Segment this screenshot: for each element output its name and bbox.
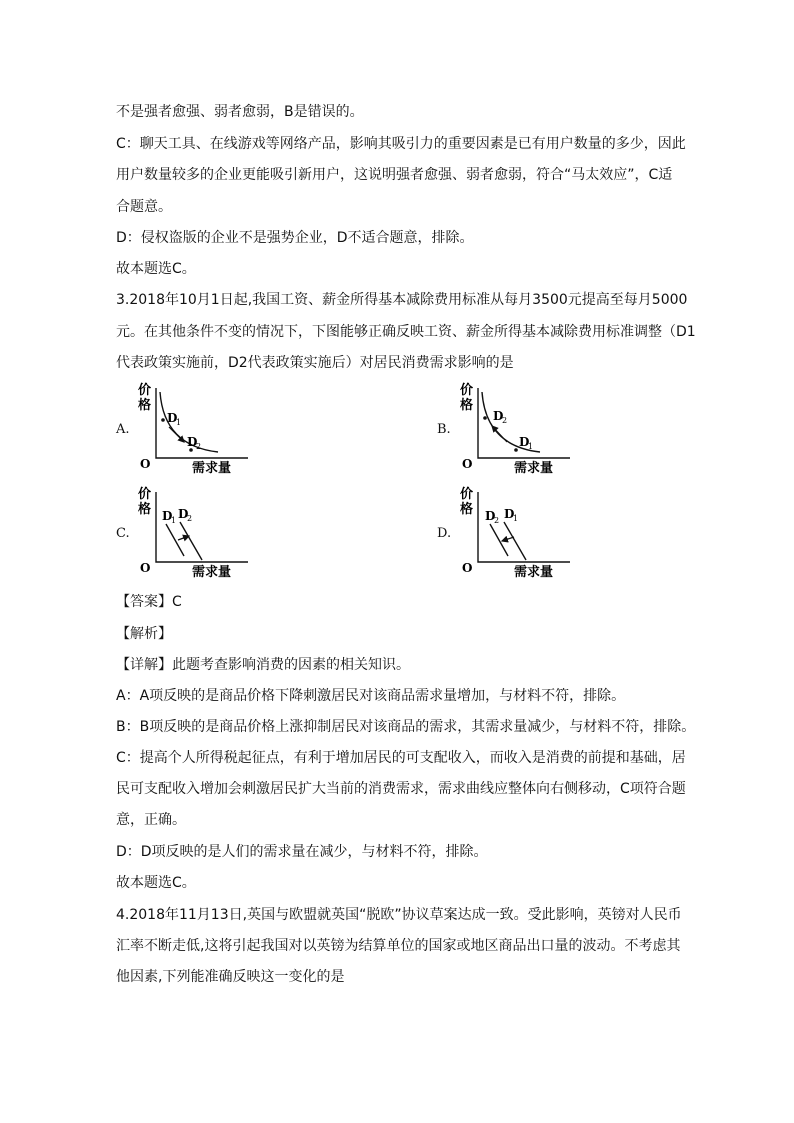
text-line: C：提高个人所得税起征点，有利于增加居民的可支配收入，而收入是消费的前提和基础，居	[116, 750, 686, 766]
shift-arrow	[492, 426, 507, 442]
text-line: 故本题选C。	[116, 261, 196, 277]
detail-line: 【详解】此题考查影响消费的因素的相关知识。	[116, 657, 410, 673]
y-axis-label: 格	[138, 398, 152, 413]
svg-text:1: 1	[176, 418, 182, 427]
answer-line: 【答案】C	[116, 594, 182, 610]
svg-text:1: 1	[171, 516, 177, 525]
svg-text:D: D	[167, 411, 178, 425]
svg-text:D: D	[519, 435, 530, 449]
svg-text:2: 2	[502, 416, 508, 425]
question-4-line: 4.2018年11月13日,英国与欧盟就英国“脱欧”协议草案达成一致。受此影响，英镑对人民币	[116, 907, 682, 923]
origin-label: O	[462, 561, 473, 575]
y-axis-label: 价	[460, 383, 474, 398]
text-line: C：聊天工具、在线游戏等网络产品，影响其吸引力的重要因素是已有用户数量的多少，因此	[116, 136, 686, 152]
svg-text:1: 1	[513, 514, 519, 523]
demand-line-d1	[166, 524, 184, 556]
svg-text:D: D	[493, 409, 504, 423]
text-line: B：B项反映的是商品价格上涨抑制居民对该商品的需求，其需求量减少，与材料不符，排除。	[116, 719, 696, 735]
svg-text:D: D	[485, 509, 496, 523]
svg-text:1: 1	[528, 442, 534, 451]
y-axis-label: 价	[138, 383, 152, 398]
svg-text:D: D	[187, 435, 198, 449]
y-axis-label: 格	[460, 502, 474, 517]
origin-label: O	[140, 561, 151, 575]
svg-text:2: 2	[494, 516, 500, 525]
option-d-label: D.	[437, 526, 452, 541]
text-line: A：A项反映的是商品价格下降刺激居民对该商品需求量增加，与材料不符，排除。	[116, 688, 626, 704]
y-axis-label: 格	[138, 502, 152, 517]
x-axis-label: 需求量	[514, 461, 554, 476]
question-3-line: 元。在其他条件不变的情况下，下图能够正确反映工资、薪金所得基本减除费用标准调整（D1	[116, 324, 696, 340]
y-axis-label: 价	[460, 487, 474, 502]
svg-text:2: 2	[196, 442, 202, 451]
svg-text:D: D	[504, 507, 515, 521]
point-d1	[161, 418, 165, 422]
option-a-label: A.	[116, 422, 130, 437]
graph-b	[458, 380, 578, 476]
text-line: 民可支配收入增加会刺激居民扩大当前的消费需求，需求曲线应整体向右侧移动，C项符合题	[116, 781, 686, 797]
shift-arrow	[169, 427, 184, 442]
question-3-line: 代表政策实施前，D2代表政策实施后）对居民消费需求影响的是	[116, 355, 514, 371]
text-line: 合题意。	[116, 199, 172, 215]
point-d2	[483, 416, 487, 420]
point-d1	[514, 448, 518, 452]
svg-text:D: D	[178, 507, 189, 521]
text-line: 用户数量较多的企业更能吸引新用户，这说明强者愈强、弱者愈弱，符合“马太效应”，C适	[116, 167, 673, 183]
y-axis-label: 价	[138, 487, 152, 502]
text-line: 意，正确。	[116, 812, 186, 828]
option-c-label: C.	[116, 526, 130, 541]
graph-d	[458, 484, 578, 580]
analysis-heading: 【解析】	[116, 626, 172, 642]
text-line: 不是强者愈强、弱者愈弱，B是错误的。	[116, 104, 364, 120]
x-axis-label: 需求量	[192, 461, 232, 476]
question-4-line: 他因素,下列能准确反映这一变化的是	[116, 969, 345, 985]
text-line: D：D项反映的是人们的需求量在减少，与材料不符，排除。	[116, 844, 488, 860]
origin-label: O	[462, 457, 473, 471]
shift-arrow	[178, 536, 189, 540]
graph-c	[136, 484, 256, 580]
axes	[156, 492, 248, 562]
text-line: 故本题选C。	[116, 875, 196, 891]
shift-arrow	[502, 537, 514, 541]
y-axis-label: 格	[460, 398, 474, 413]
svg-text:2: 2	[187, 514, 193, 523]
graph-a	[136, 380, 256, 476]
option-b-label: B.	[437, 422, 451, 437]
text-line: D：侵权盗版的企业不是强势企业，D不适合题意，排除。	[116, 230, 474, 246]
x-axis-label: 需求量	[514, 565, 554, 580]
question-3-line: 3.2018年10月1日起,我国工资、薪金所得基本减除费用标准从每月3500元提高至每月5000	[116, 292, 688, 308]
x-axis-label: 需求量	[192, 565, 232, 580]
origin-label: O	[140, 457, 151, 471]
question-4-line: 汇率不断走低,这将引起我国对以英镑为结算单位的国家或地区商品出口量的波动。不考虑其	[116, 938, 681, 954]
svg-text:D: D	[162, 509, 173, 523]
